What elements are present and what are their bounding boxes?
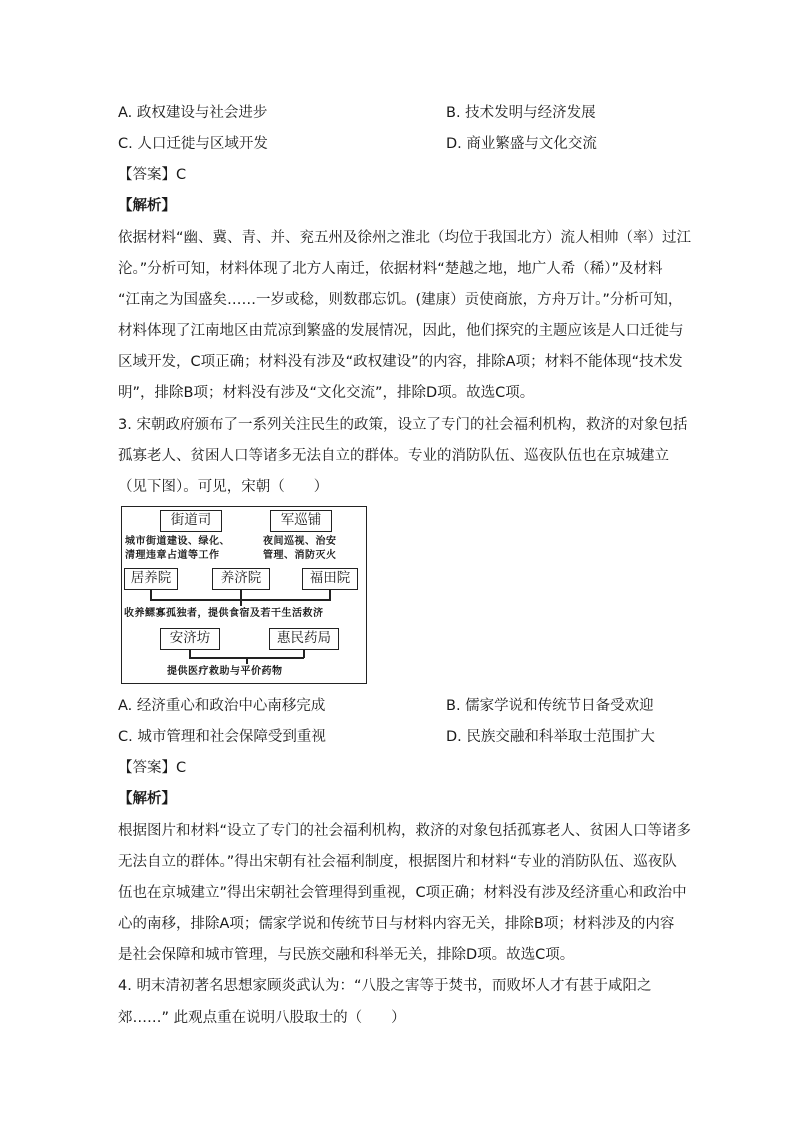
q3-analysis-line: 心的南移，排除A项；儒家学说和传统节日与材料内容无关，排除B项；材料涉及的内容 bbox=[118, 916, 675, 932]
box-futianyuan: 福田院 bbox=[302, 568, 358, 590]
box-yangjiyuan: 养济院 bbox=[212, 568, 270, 590]
q3-option-d: D. 民族交融和科举取士范围扩大 bbox=[446, 729, 655, 745]
jiedaosi-desc-2: 清理违章占道等工作 bbox=[125, 550, 220, 561]
q3-analysis-line: 是社会保障和城市管理，与民族交融和科举无关，排除D项。故选C项。 bbox=[118, 947, 575, 963]
q3-option-c: C. 城市管理和社会保障受到重视 bbox=[118, 729, 326, 745]
q2-analysis-line: 沦。”分析可知，材料体现了北方人南迁，依据材料“楚越之地，地广人希（稀）”及材料 bbox=[118, 261, 663, 277]
q2-analysis-line: “江南之为国盛矣……一岁或稔，则数郡忘饥。(建康）贡使商旅，方舟万计。”分析可知， bbox=[118, 292, 683, 308]
medical-desc: 提供医疗救助与平价药物 bbox=[167, 666, 283, 677]
q2-option-c: C. 人口迁徙与区域开发 bbox=[118, 136, 268, 152]
q3-option-a: A. 经济重心和政治中心南移完成 bbox=[118, 698, 326, 714]
box-huiminyaoju: 惠民药局 bbox=[269, 628, 339, 650]
q2-option-a: A. 政权建设与社会进步 bbox=[118, 105, 268, 121]
q2-answer: 【答案】C bbox=[118, 167, 187, 183]
junxunpu-desc-2: 管理、消防灭火 bbox=[263, 550, 337, 561]
q3-analysis-line: 伍也在京城建立”得出宋朝社会管理得到重视，C项正确；材料没有涉及经济重心和政治中 bbox=[118, 885, 687, 901]
q3-analysis-label: 【解析】 bbox=[118, 791, 176, 807]
q3-analysis-line: 根据图片和材料“设立了专门的社会福利机构，救济的对象包括孤寡老人、贫困人口等诸多 bbox=[118, 823, 692, 839]
box-anjifang: 安济坊 bbox=[160, 628, 220, 650]
box-junxunpu: 军巡铺 bbox=[270, 510, 332, 532]
junxunpu-desc-1: 夜间巡视、治安 bbox=[263, 536, 337, 547]
q2-option-b: B. 技术发明与经济发展 bbox=[446, 105, 596, 121]
q3-analysis-line: 无法自立的群体。”得出宋朝有社会福利制度，根据图片和材料“专业的消防队伍、巡夜队 bbox=[118, 854, 677, 870]
welfare-desc: 收养鳏寡孤独者，提供食宿及若干生活救济 bbox=[124, 608, 324, 619]
box-juyangyuan: 居养院 bbox=[124, 568, 178, 590]
box-jiedaosi: 街道司 bbox=[160, 510, 222, 532]
connector bbox=[240, 590, 242, 606]
q3-answer: 【答案】C bbox=[118, 760, 187, 776]
q4-stem-line: 4. 明末清初著名思想家顾炎武认为：“八股之害等于焚书，而败坏人才有甚于咸阳之 bbox=[118, 978, 652, 994]
q3-stem-line: 3. 宋朝政府颁布了一系列关注民生的政策，设立了专门的社会福利机构，救济的对象包括 bbox=[118, 417, 688, 433]
q3-option-b: B. 儒家学说和传统节日备受欢迎 bbox=[446, 698, 654, 714]
q3-stem-line: 孤寡老人、贫困人口等诸多无法自立的群体。专业的消防队伍、巡夜队伍也在京城建立 bbox=[118, 448, 669, 464]
q2-analysis-line: 区域开发，C项正确；材料没有涉及“政权建设”的内容，排除A项；材料不能体现“技术发 bbox=[118, 354, 683, 370]
q2-analysis-line: 依据材料“幽、冀、青、并、兖五州及徐州之淮北（均位于我国北方）流人相帅（率）过江 bbox=[118, 230, 692, 246]
q2-analysis-line: 材料体现了江南地区由荒凉到繁盛的发展情况，因此，他们探究的主题应该是人口迁徙与 bbox=[118, 323, 684, 339]
q3-stem-line: （见下图）。可见，宋朝（ ） bbox=[118, 479, 329, 495]
q4-stem-line: 郊……” 此观点重在说明八股取士的（ ） bbox=[118, 1010, 406, 1026]
q2-analysis-label: 【解析】 bbox=[118, 198, 176, 214]
song-welfare-diagram bbox=[121, 506, 367, 684]
connector bbox=[246, 657, 248, 664]
jiedaosi-desc-1: 城市街道建设、绿化、 bbox=[125, 536, 230, 547]
q2-option-d: D. 商业繁盛与文化交流 bbox=[446, 136, 597, 152]
connector bbox=[150, 599, 331, 601]
q2-analysis-line: 明”，排除B项；材料没有涉及“文化交流”，排除D项。故选C项。 bbox=[118, 385, 535, 401]
